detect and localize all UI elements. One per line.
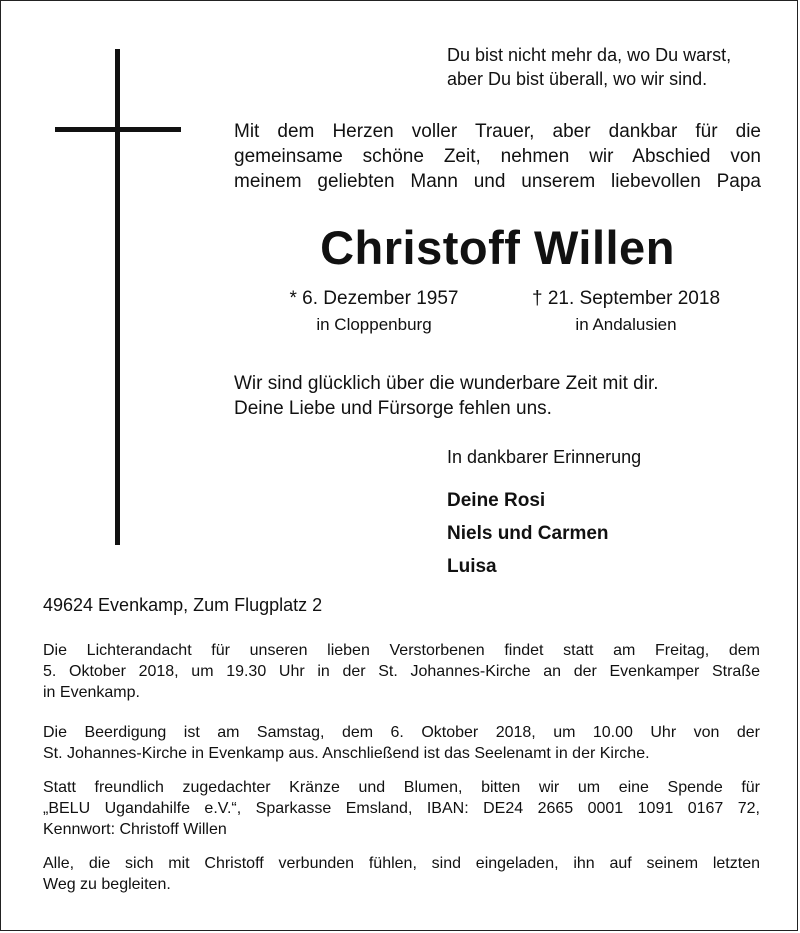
intro-text (234, 119, 761, 194)
signer: Deine Rosi (447, 490, 546, 511)
birth-info (264, 286, 484, 338)
cross-icon (115, 49, 120, 545)
signer: Niels und Carmen (447, 523, 609, 544)
motto-verse (447, 43, 767, 91)
paragraph-line: Alle, die sich mit Christoff verbunden fühlen, sind eingeladen, ihn auf seinem letzten (43, 855, 760, 872)
birth-date: * 6. Dezember 1957 (289, 288, 459, 309)
motto-line: aber Du bist überall, wo wir sind. (447, 69, 708, 89)
birth-place: in Cloppenburg (316, 315, 432, 334)
signer: Luisa (447, 556, 497, 577)
paragraph-line: in Evenkamp. (43, 684, 140, 701)
verse-line: Wir sind glücklich über die wunderbare Zeit mit dir. (234, 373, 659, 394)
spende-paragraph (43, 777, 760, 840)
intro-line: Mit dem Herzen voller Trauer, aber dankbar für die (234, 121, 761, 142)
life-dates (234, 286, 761, 342)
deceased-name: Christoff Willen (320, 221, 675, 274)
paragraph-line: 5. Oktober 2018, um 19.30 Uhr in der St. Johannes-Kirche an der Evenkamper Straße (43, 663, 760, 680)
paragraph-line: Statt freundlich zugedachter Kränze und Blumen, bitten wir um eine Spende für (43, 779, 760, 796)
beerdigung-paragraph (43, 722, 760, 764)
paragraph-line: Die Lichterandacht für unseren lieben Verstorbenen findet statt am Freitag, dem (43, 642, 760, 659)
cross-icon-crossbar (55, 127, 181, 132)
memory-line: In dankbarer Erinnerung (447, 447, 642, 467)
lichterandacht-paragraph (43, 640, 760, 703)
motto-line: Du bist nicht mehr da, wo Du warst, (447, 45, 732, 65)
remembrance-verse (234, 371, 761, 421)
death-info (506, 286, 746, 338)
death-date: † 21. September 2018 (531, 288, 721, 309)
intro-line: gemeinsame schöne Zeit, nehmen wir Abschied von (234, 146, 761, 167)
verse-line: Deine Liebe und Fürsorge fehlen uns. (234, 398, 552, 419)
einladung-paragraph (43, 853, 760, 895)
paragraph-line: Weg zu begleiten. (43, 876, 171, 893)
paragraph-line: Die Beerdigung ist am Samstag, dem 6. Oktober 2018, um 10.00 Uhr von der (43, 724, 760, 741)
intro-line: meinem geliebten Mann und unserem liebevollen Papa (234, 171, 761, 192)
paragraph-line: „BELU Ugandahilfe e.V.“, Sparkasse Emsland, IBAN: DE24 2665 0001 1091 0167 72, (43, 800, 760, 817)
death-place: in Andalusien (575, 315, 677, 334)
family-address: 49624 Evenkamp, Zum Flugplatz 2 (43, 595, 323, 615)
signers-list (447, 484, 609, 583)
paragraph-line: Kennwort: Christoff Willen (43, 821, 227, 838)
paragraph-line: St. Johannes-Kirche in Evenkamp aus. Anschließend ist das Seelenamt in der Kirche. (43, 745, 650, 762)
